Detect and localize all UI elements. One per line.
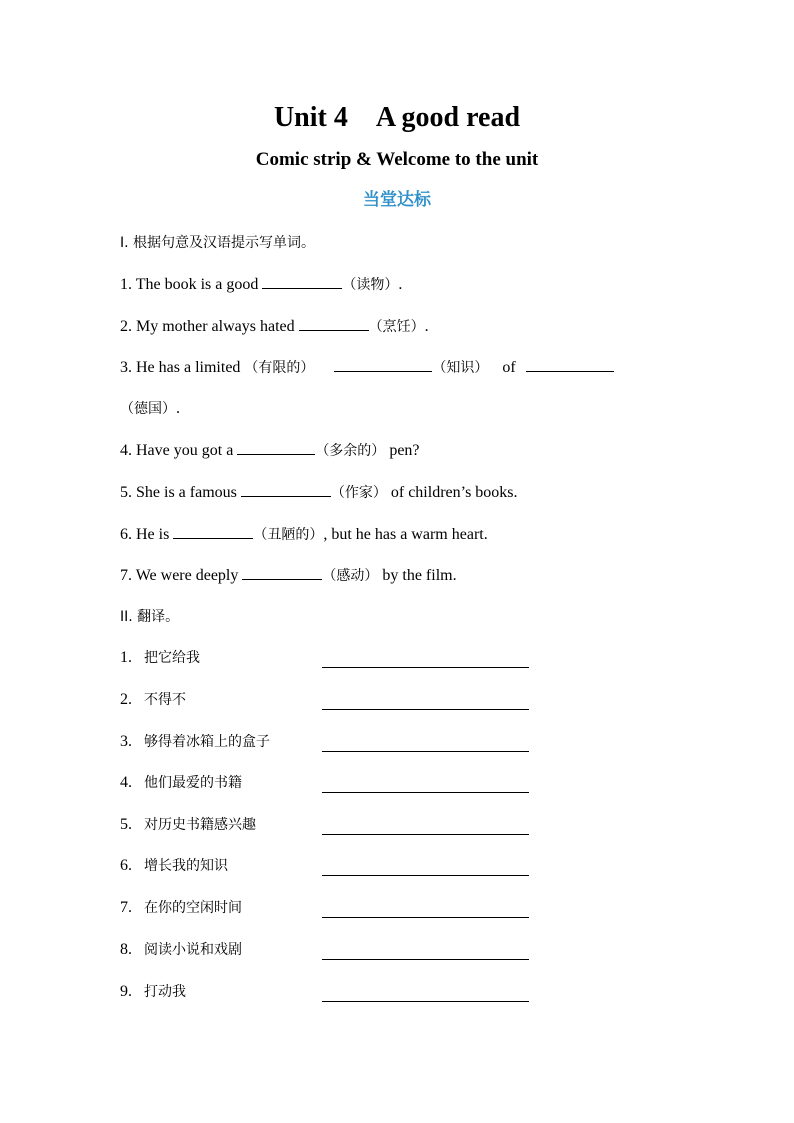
- translate-item-9: [120, 980, 186, 1004]
- translate-item-number: 8.: [120, 941, 132, 958]
- translate-answer-line-7[interactable]: [322, 916, 529, 918]
- fill-blank-5[interactable]: [241, 480, 331, 497]
- translate-answer-line-5[interactable]: [322, 833, 529, 835]
- fill-item-7: [120, 563, 457, 588]
- fill-item-4-hint: （多余的）: [315, 443, 386, 459]
- translate-item-number: 9.: [120, 983, 132, 1000]
- fill-blank-4[interactable]: [237, 438, 315, 455]
- translate-answer-line-8[interactable]: [322, 958, 529, 960]
- fill-blank-1[interactable]: [262, 272, 342, 289]
- fill-item-2-suffix: .: [424, 318, 429, 335]
- translate-item-8: [120, 938, 242, 962]
- translate-answer-line-1[interactable]: [322, 666, 529, 668]
- translate-item-number: 2.: [120, 691, 132, 708]
- translate-item-number: 4.: [120, 774, 132, 791]
- translate-item-number: 5.: [120, 816, 132, 833]
- fill-item-5-suffix: of children’s books.: [386, 484, 518, 501]
- translate-answer-line-2[interactable]: [322, 708, 529, 710]
- translate-item-2: [120, 688, 186, 712]
- fill-item-3: [120, 355, 614, 380]
- title-name: A good read: [375, 102, 521, 133]
- translate-item-1: [120, 646, 200, 670]
- translate-item-text: 够得着冰箱上的盒子: [144, 734, 270, 750]
- fill-item-3-suffix: .: [176, 400, 180, 417]
- page-subtitle: Comic strip & Welcome to the unit: [255, 149, 539, 170]
- fill-item-1-prefix: 1. The book is a good: [120, 276, 263, 293]
- translate-item-number: 6.: [120, 857, 132, 874]
- fill-item-4-prefix: 4. Have you got a: [120, 442, 238, 459]
- translate-item-text: 在你的空闲时间: [144, 900, 242, 916]
- translate-item-6: [120, 854, 228, 878]
- translate-item-text: 对历史书籍感兴趣: [144, 817, 256, 833]
- fill-item-2: [120, 314, 429, 339]
- fill-item-3-prefix: 3. He has a limited: [120, 359, 245, 376]
- part1-heading-text: I. 根据句意及汉语提示写单词。: [120, 235, 316, 251]
- translate-item-text: 阅读小说和戏剧: [144, 942, 242, 958]
- fill-item-6-prefix: 6. He is: [120, 526, 174, 543]
- fill-item-3-hint-2: （知识）: [432, 360, 489, 376]
- fill-item-3-hint-3: （德国）: [120, 401, 176, 417]
- translate-answer-line-3[interactable]: [322, 750, 529, 752]
- translate-item-text: 打动我: [144, 984, 186, 1000]
- fill-blank-2[interactable]: [299, 314, 369, 331]
- fill-item-1-suffix: .: [398, 276, 403, 293]
- fill-blank-3b[interactable]: [526, 355, 614, 372]
- fill-blank-7[interactable]: [242, 563, 322, 580]
- page-title: [0, 100, 794, 136]
- fill-item-7-prefix: 7. We were deeply: [120, 567, 243, 584]
- fill-item-4-suffix: pen?: [385, 442, 420, 459]
- translate-item-4: [120, 771, 242, 795]
- fill-item-5: [120, 480, 518, 505]
- fill-blank-6[interactable]: [173, 522, 253, 539]
- fill-item-4: [120, 438, 420, 463]
- fill-item-6: [120, 522, 488, 547]
- fill-item-2-hint: （烹饪）: [368, 319, 425, 335]
- fill-item-7-hint: （感动）: [322, 568, 379, 584]
- part2-heading-text: II. 翻译。: [120, 609, 180, 625]
- translate-answer-line-9[interactable]: [322, 1000, 529, 1002]
- part2-heading: [120, 605, 179, 629]
- translate-answer-line-6[interactable]: [322, 874, 529, 876]
- translate-item-text: 他们最爱的书籍: [144, 775, 242, 791]
- fill-item-6-suffix: , but he has a warm heart.: [323, 526, 488, 543]
- section-tag: 当堂达标: [363, 190, 431, 210]
- translate-item-7: [120, 896, 242, 920]
- fill-item-3-hint-1: （有限的）: [244, 360, 315, 376]
- translate-item-text: 增长我的知识: [144, 858, 228, 874]
- fill-item-5-prefix: 5. She is a famous: [120, 484, 241, 501]
- translate-item-text: 不得不: [144, 692, 186, 708]
- translate-item-5: [120, 813, 256, 837]
- fill-item-5-hint: （作家）: [330, 485, 387, 501]
- part1-heading: [120, 231, 315, 255]
- fill-item-2-prefix: 2. My mother always hated: [120, 318, 299, 335]
- fill-item-7-suffix: by the film.: [378, 567, 457, 584]
- translate-item-number: 3.: [120, 733, 132, 750]
- translate-item-number: 1.: [120, 649, 132, 666]
- translate-answer-line-4[interactable]: [322, 791, 529, 793]
- fill-item-3-continued: [120, 397, 180, 421]
- translate-item-3: [120, 730, 270, 754]
- fill-item-1-hint: （读物）: [342, 277, 399, 293]
- fill-item-6-hint: （丑陋的）: [253, 527, 324, 543]
- fill-blank-3a[interactable]: [334, 355, 432, 372]
- fill-item-3-mid: of: [498, 359, 520, 376]
- title-unit: Unit 4: [273, 102, 348, 133]
- translate-item-text: 把它给我: [144, 650, 200, 666]
- fill-item-1: [120, 272, 402, 297]
- translate-item-number: 7.: [120, 899, 132, 916]
